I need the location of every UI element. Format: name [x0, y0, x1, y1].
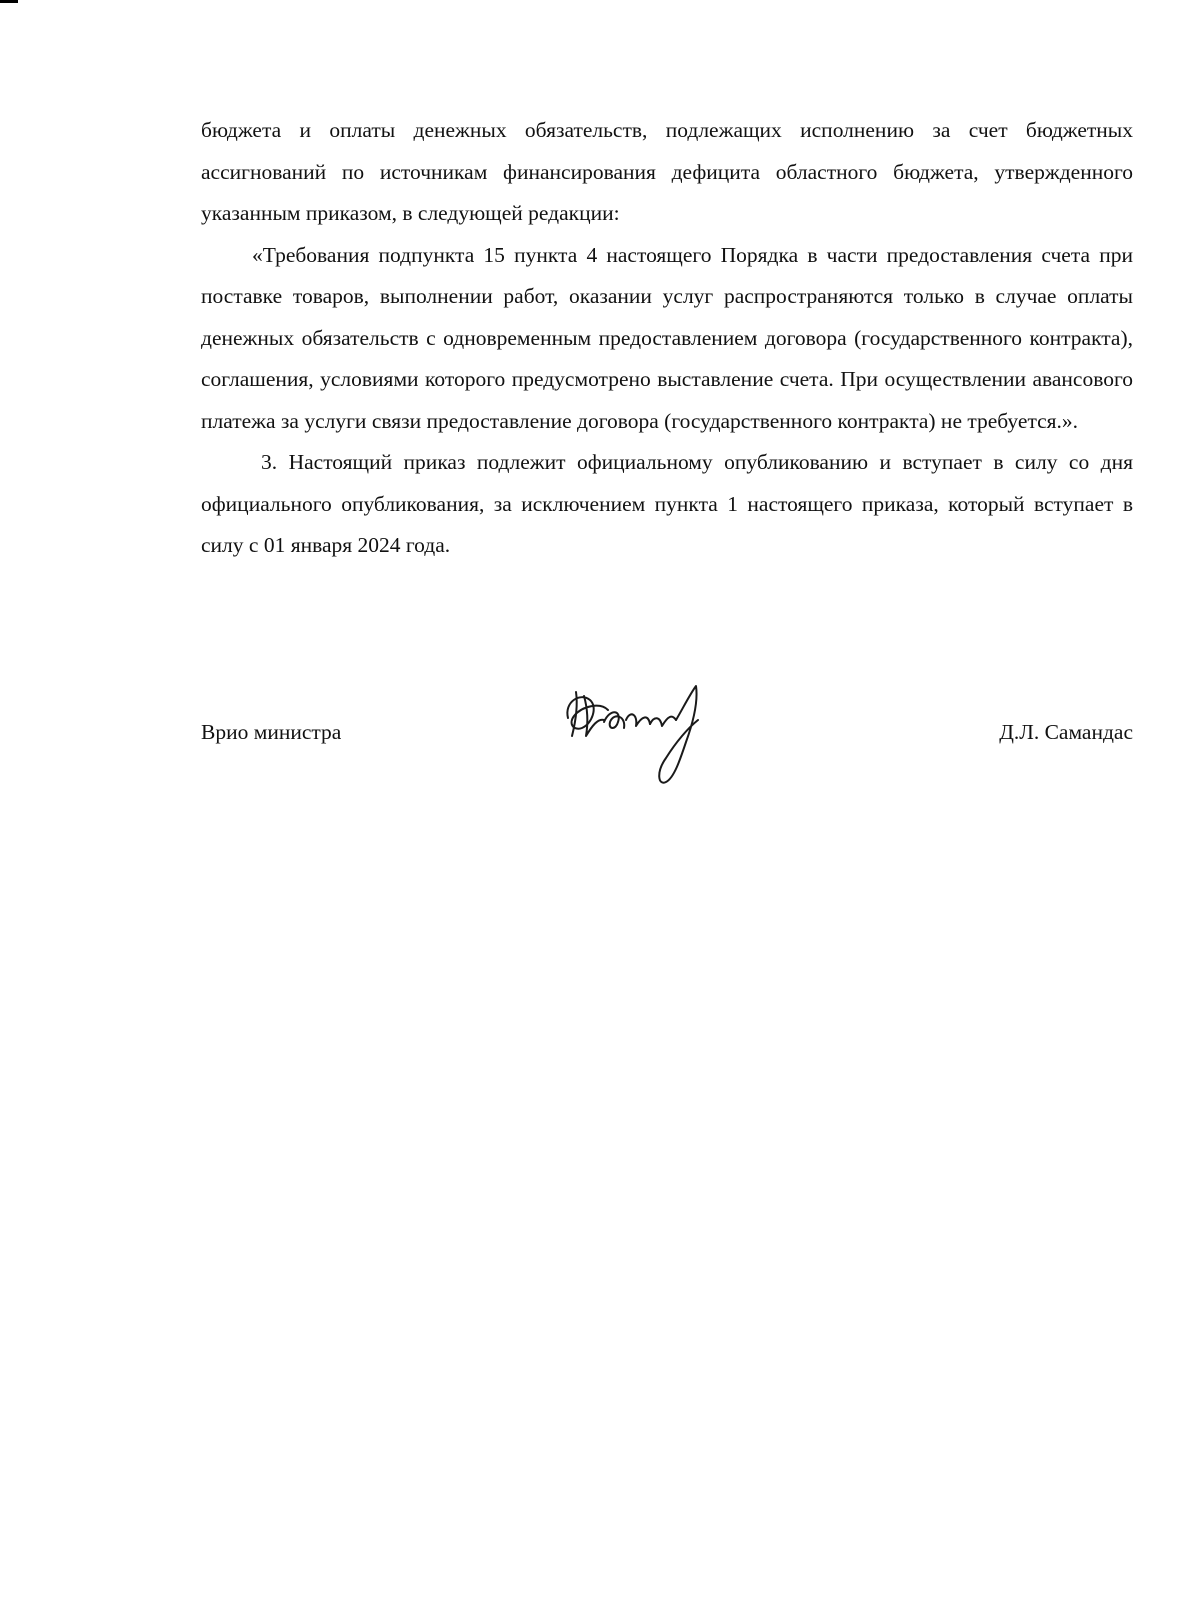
paragraph-continuation: бюджета и оплаты денежных обязательств, подлежащих исполнению за счет бюджетных ассигнований по источникам финансирования дефицита областного бюджета, утвержденного указанным приказом, в следующей редакции: — [201, 118, 1133, 225]
signer-name: Д.Л. Самандас — [999, 720, 1133, 744]
paragraph-quoted-requirement: «Требования подпункта 15 пункта 4 настоящего Порядка в части предоставления счета при поставке товаров, выполнении работ, оказании услуг распространяются только в случае оплаты денежных обязательств с одновременным предоставлением договора (государственного контракта), соглашения, условиями которого предусмотрено выставление счета. При осуществлении авансового платежа за услуги связи предоставление договора (государственного контракта) не требуется.». — [201, 242, 1133, 433]
paragraph-item-3: 3. Настоящий приказ подлежит официальному опубликованию и вступает в силу со дня официального опубликования, за исключением пункта 1 настоящего приказа, который вступает в силу с 01 января 2024 года. — [201, 450, 1133, 557]
document-body — [201, 110, 1133, 567]
scan-corner-mark — [0, 0, 18, 3]
handwritten-signature-icon — [558, 680, 718, 788]
signer-title: Врио министра — [201, 720, 342, 744]
